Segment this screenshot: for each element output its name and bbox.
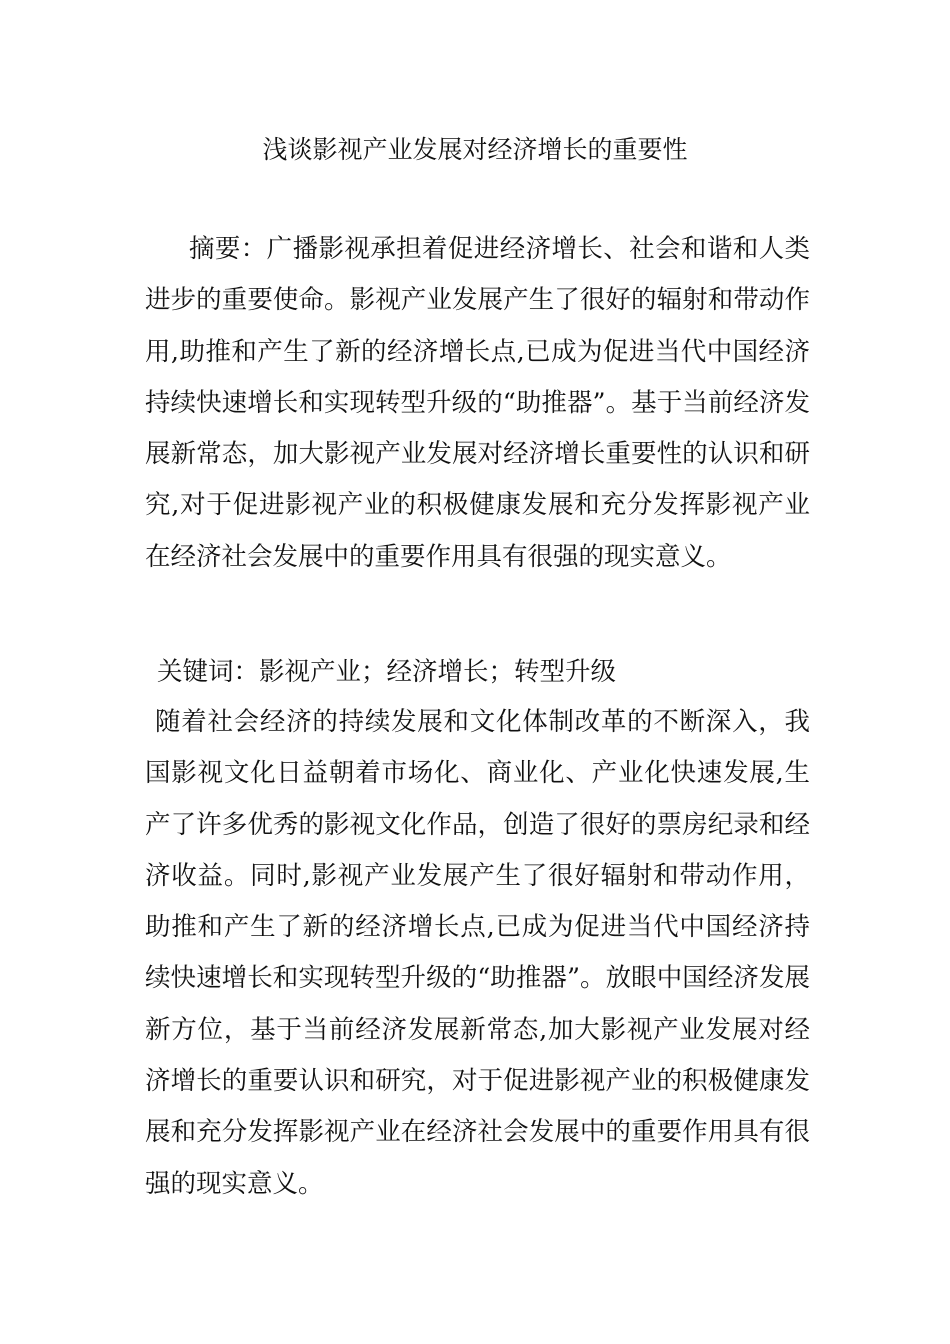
intro-paragraph: 随着社会经济的持续发展和文化体制改革的不断深入，我国影视文化日益朝着市场化、商业化、产业化快速发展,生产了许多优秀的影视文化作品，创造了很好的票房纪录和经济收益。同时,影视产业发展产生了很好辐射和带动作用，助推和产生了新的经济增长点,已成为促进当代中国经济持续快速增长和实现转型升级的“助推器”。放眼中国经济发展新方位，基于当前经济发展新常态,加大影视产业发展对经济增长的重要认识和研究，对于促进影视产业的积极健康发展和充分发挥影视产业在经济社会发展中的重要作用具有很强的现实意义。 <box>145 707 810 1199</box>
document-title: 浅谈影视产业发展对经济增长的重要性 <box>262 135 688 164</box>
keywords-line: 关键词：影视产业；经济增长；转型升级 <box>157 657 617 687</box>
abstract-paragraph: 摘要：广播影视承担着促进经济增长、社会和谐和人类进步的重要使命。影视产业发展产生了很好的辐射和带动作用,助推和产生了新的经济增长点,已成为促进当代中国经济持续快速增长和实现转型升级的“助推器”。基于当前经济发展新常态，加大影视产业发展对经济增长重要性的认识和研究,对于促进影视产业的积极健康发展和充分发挥影视产业在经济社会发展中的重要作用具有很强的现实意义。 <box>145 234 810 572</box>
